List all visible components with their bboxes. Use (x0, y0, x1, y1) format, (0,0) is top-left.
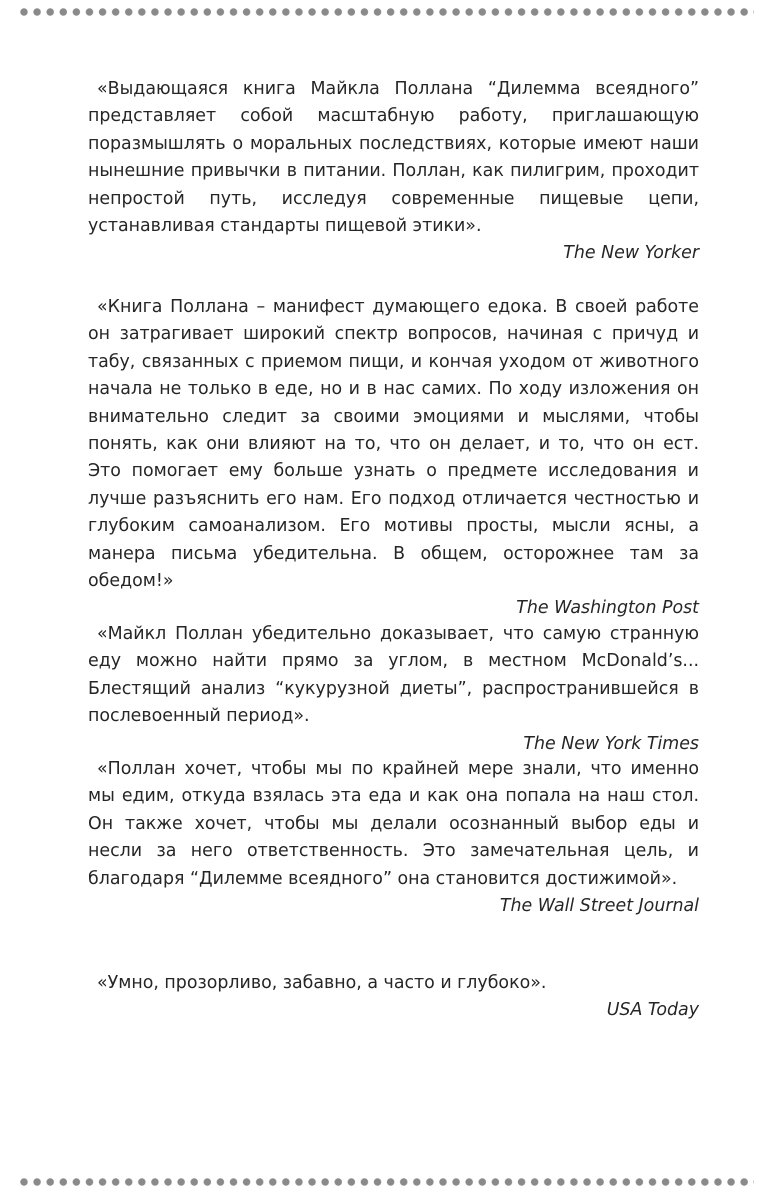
review-new-york-times (88, 621, 699, 758)
review-source: The Washington Post (516, 598, 699, 619)
decorative-dots-top (18, 6, 754, 18)
review-quote: «Поллан хочет, чтобы мы по крайней мере знали, что именно мы едим, откуда взялась эта еда и как она попала на наш стол. Он также хочет, чтобы мы делали осознанный выбор еды и несли за него ответственность. Это замечательная цель, и благодаря “Дилемме всеядного” она становится достижимой». (88, 759, 699, 889)
review-washington-post (88, 294, 699, 623)
decorative-dots-bottom (18, 1176, 754, 1188)
review-wall-street-journal (88, 756, 699, 920)
review-source: The Wall Street Journal (499, 896, 699, 917)
review-source: The New York Times (523, 733, 699, 754)
review-source: USA Today (606, 1000, 699, 1021)
review-quote: «Книга Поллана – манифест думающего едока. В своей работе он затрагивает широкий спектр вопросов, начиная с причуд и табу, связанных с приемом пищи, и кончая уходом от животного начала не только в еде, но и в нас самих. По ходу изложения он внимательно следит за своими эмоциями и мыслями, чтобы понять, как они влияют на то, что он делает, и то, что он ест. Это помогает ему больше узнать о предмете исследования и лучше разъяснить его нам. Его подход отличается честностью и глубоким самоанализом. Его мотивы просты, мысли ясны, а манера письма убедительна. В общем, осторожнее там за обедом!» (88, 297, 699, 592)
review-quote: «Умно, прозорливо, забавно, а часто и глубоко». (97, 973, 547, 993)
review-quote: «Майкл Поллан убедительно доказывает, что самую странную еду можно найти прямо за углом, в местном McDonald’s... Блестящий анализ “кукурузной диеты”, распространившейся в послевоенный период». (88, 624, 699, 727)
review-new-yorker (88, 76, 699, 268)
review-source: The New Yorker (563, 243, 699, 264)
review-quote: «Выдающаяся книга Майкла Поллана “Дилемма всеядного” представляет собой масштабную работу, приглашающую поразмышлять о моральных последствиях, которые имеют наши нынешние привычки в питании. Поллан, как пилигрим, проходит непростой путь, исследуя современные пищевые цепи, устанавливая стандарты пищевой этики». (88, 79, 699, 237)
review-usa-today (88, 970, 699, 1025)
